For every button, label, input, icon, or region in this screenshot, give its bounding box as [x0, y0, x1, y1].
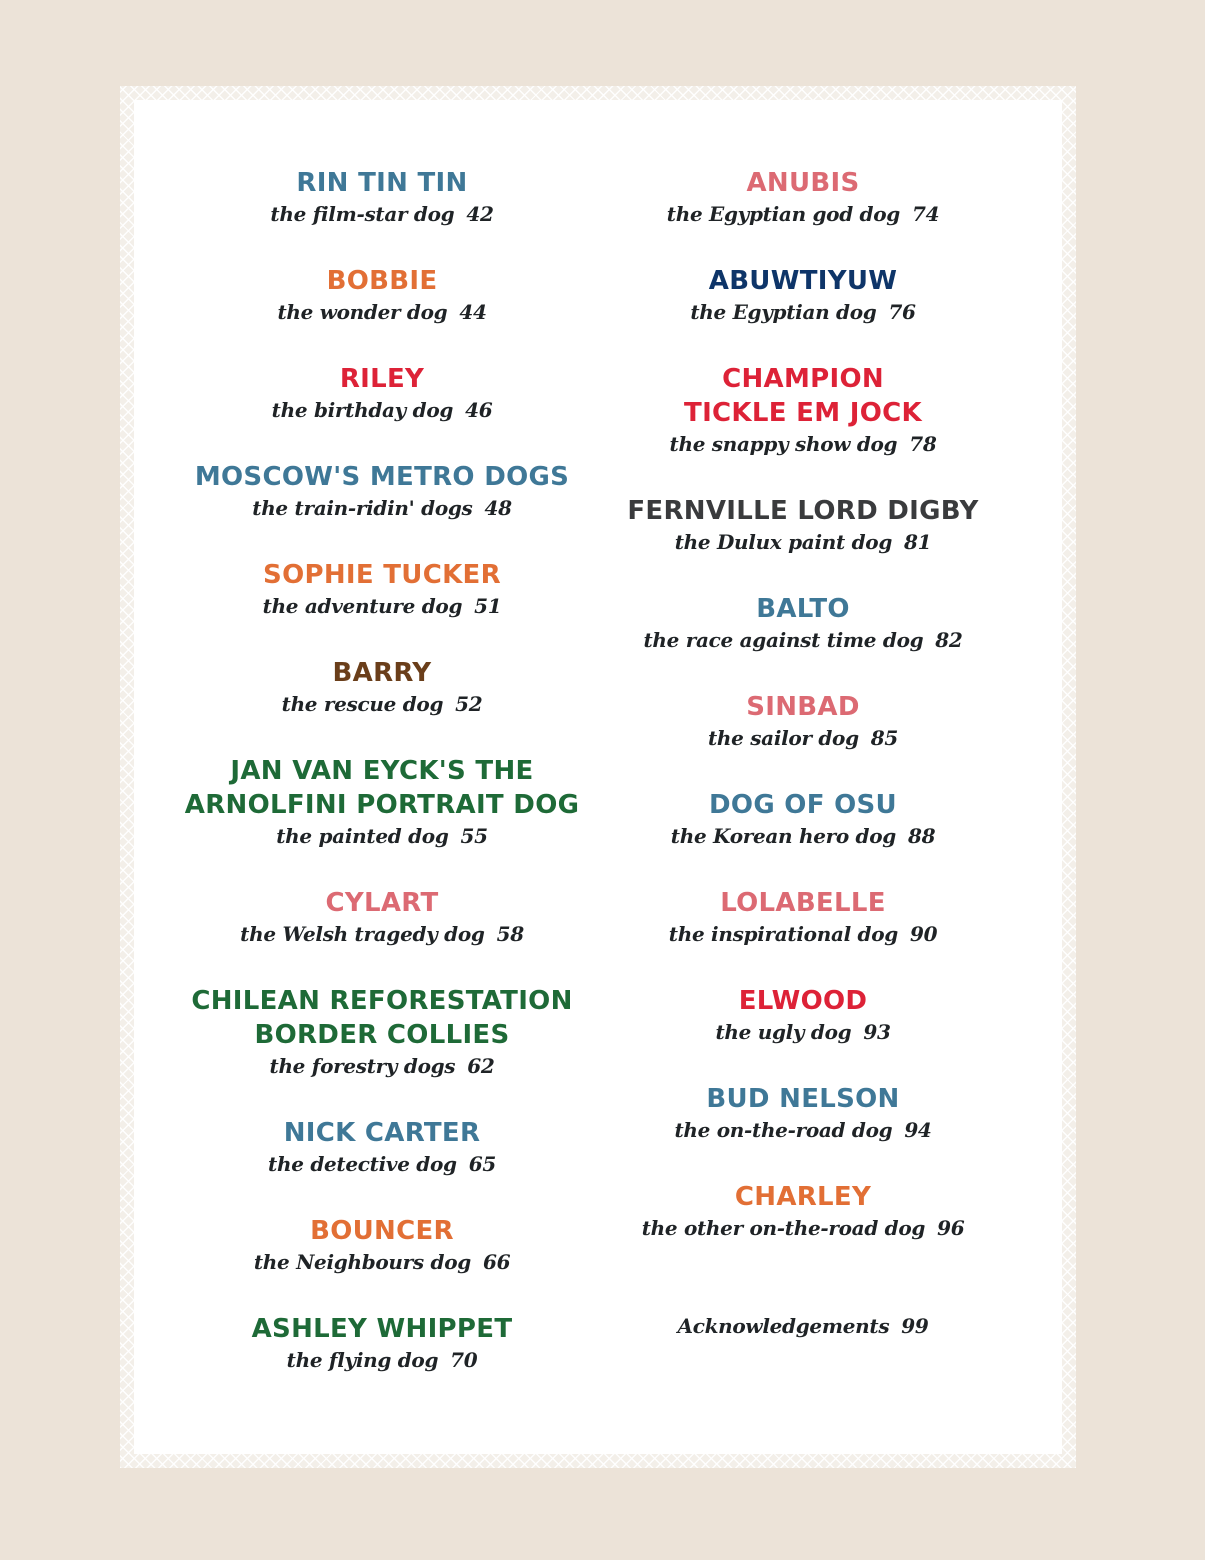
toc-entry-description: the forestry dogs 62: [269, 1054, 495, 1078]
toc-entry-rin-tin-tin[interactable]: [182, 166, 582, 264]
toc-entry-description: the flying dog 70: [286, 1348, 478, 1372]
page-number: 51: [474, 594, 502, 618]
toc-entry-title: LOLABELLE: [720, 888, 886, 918]
toc-entry-dog-of-osu[interactable]: [603, 788, 1003, 886]
toc-entry-arnolfini-portrait-dog[interactable]: [182, 754, 582, 886]
toc-entry-title: RILEY: [339, 364, 425, 394]
page-number: 70: [450, 1348, 478, 1372]
toc-entry-title: BARRY: [332, 658, 432, 688]
toc-entry-bouncer[interactable]: [182, 1214, 582, 1312]
toc-entry-sophie-tucker[interactable]: [182, 558, 582, 656]
toc-entry-description: the on-the-road dog 94: [674, 1118, 932, 1142]
toc-entry-title: CHILEAN REFORESTATION: [191, 986, 573, 1016]
toc-entry-title: DOG OF OSU: [709, 790, 897, 820]
toc-entry-nick-carter[interactable]: [182, 1116, 582, 1214]
toc-entry-title: ABUWTIYUW: [708, 266, 898, 296]
toc-entry-description: the Korean hero dog 88: [670, 824, 936, 848]
page-number: 74: [911, 202, 940, 226]
toc-entry-title: FERNVILLE LORD DIGBY: [627, 496, 979, 526]
page-number: 81: [904, 530, 932, 554]
toc-entry-ashley-whippet[interactable]: [182, 1312, 582, 1410]
toc-entry-champion-tickle-em-jock[interactable]: [603, 362, 1003, 494]
toc-entry-moscow-metro-dogs[interactable]: [182, 460, 582, 558]
toc-entry-title: MOSCOW'S METRO DOGS: [194, 462, 570, 492]
toc-entry-description: the snappy show dog 78: [669, 432, 937, 456]
toc-entry-description: the ugly dog 93: [715, 1020, 891, 1044]
toc-entry-acknowledgements[interactable]: [603, 1312, 1003, 1352]
toc-entry-description: the race against time dog 82: [643, 628, 963, 652]
toc-entry-charley[interactable]: [603, 1180, 1003, 1312]
page-number: 65: [468, 1152, 496, 1176]
page-number: 88: [907, 824, 936, 848]
page-number: 94: [904, 1118, 932, 1142]
toc-entry-description: the inspirational dog 90: [668, 922, 938, 946]
toc-entry-title: ANUBIS: [746, 168, 860, 198]
toc-entry-title: CYLART: [325, 888, 439, 918]
toc-entry-title: BOUNCER: [310, 1216, 454, 1246]
toc-entry-title: RIN TIN TIN: [296, 168, 468, 198]
toc-entry-sinbad[interactable]: [603, 690, 1003, 788]
page-number: 52: [455, 692, 483, 716]
toc-entry-riley[interactable]: [182, 362, 582, 460]
toc-entry-description: the train-ridin' dogs 48: [252, 496, 512, 520]
toc-entry-title: BOBBIE: [326, 266, 438, 296]
toc-entry-fernville-lord-digby[interactable]: [603, 494, 1003, 592]
page-number: 90: [909, 922, 938, 946]
toc-entry-title: CHAMPION: [722, 364, 884, 394]
toc-entry-description: the Welsh tragedy dog 58: [240, 922, 524, 946]
toc-entry-chilean-border-collies[interactable]: [182, 984, 582, 1116]
toc-entry-title: BALTO: [756, 594, 850, 624]
page-number: 99: [901, 1314, 929, 1338]
toc-entry-description: the sailor dog 85: [707, 726, 899, 750]
toc-entry-title: SINBAD: [746, 692, 860, 722]
toc-entry-lolabelle[interactable]: [603, 886, 1003, 984]
toc-entry-description: the film-star dog 42: [270, 202, 494, 226]
toc-entry-title-line-2: TICKLE EM JOCK: [684, 398, 922, 428]
toc-entry-bobbie[interactable]: [182, 264, 582, 362]
page-number: 58: [496, 922, 524, 946]
toc-entry-barry[interactable]: [182, 656, 582, 754]
page-number: 42: [466, 202, 494, 226]
page-number: 66: [482, 1250, 511, 1274]
toc-entry-title-line-2: BORDER COLLIES: [254, 1020, 510, 1050]
toc-entry-description: the detective dog 65: [268, 1152, 496, 1176]
toc-entry-title: BUD NELSON: [706, 1084, 900, 1114]
toc-entry-description: the adventure dog 51: [262, 594, 502, 618]
toc-entry-title: ELWOOD: [738, 986, 868, 1016]
toc-entry-abuwtiyuw[interactable]: [603, 264, 1003, 362]
page-number: 46: [465, 398, 493, 422]
page-number: 76: [888, 300, 916, 324]
toc-entry-title: JAN VAN EYCK'S THE: [230, 756, 534, 786]
page-number: 78: [909, 432, 937, 456]
page-number: 48: [484, 496, 512, 520]
toc-entry-title: NICK CARTER: [283, 1118, 481, 1148]
page-number: 62: [467, 1054, 495, 1078]
toc-entry-title: CHARLEY: [734, 1182, 872, 1212]
page-number: 55: [460, 824, 488, 848]
toc-entry-title: ASHLEY WHIPPET: [251, 1314, 513, 1344]
toc-entry-bud-nelson[interactable]: [603, 1082, 1003, 1180]
page-number: 96: [937, 1216, 965, 1240]
toc-entry-description: the other on-the-road dog 96: [641, 1216, 965, 1240]
toc-entry-description: the Dulux paint dog 81: [674, 530, 932, 554]
contents-column-left: [182, 166, 582, 1410]
toc-entry-anubis[interactable]: [603, 166, 1003, 264]
toc-entry-description: the Egyptian dog 76: [690, 300, 916, 324]
toc-entry-description: the birthday dog 46: [271, 398, 493, 422]
toc-entry-description: the wonder dog 44: [277, 300, 487, 324]
page-number: 44: [459, 300, 487, 324]
toc-entry-description: Acknowledgements 99: [677, 1314, 929, 1338]
page-number: 82: [935, 628, 963, 652]
toc-entry-elwood[interactable]: [603, 984, 1003, 1082]
page-number: 93: [863, 1020, 891, 1044]
toc-entry-title-line-2: ARNOLFINI PORTRAIT DOG: [184, 790, 580, 820]
toc-entry-description: the painted dog 55: [276, 824, 488, 848]
page-number: 85: [870, 726, 899, 750]
toc-entry-cylart[interactable]: [182, 886, 582, 984]
toc-entry-description: the rescue dog 52: [281, 692, 483, 716]
toc-entry-balto[interactable]: [603, 592, 1003, 690]
toc-entry-description: the Neighbours dog 66: [253, 1250, 511, 1274]
toc-entry-title: SOPHIE TUCKER: [263, 560, 501, 590]
contents-column-right: [603, 166, 1003, 1352]
toc-entry-description: the Egyptian god dog 74: [666, 202, 940, 226]
